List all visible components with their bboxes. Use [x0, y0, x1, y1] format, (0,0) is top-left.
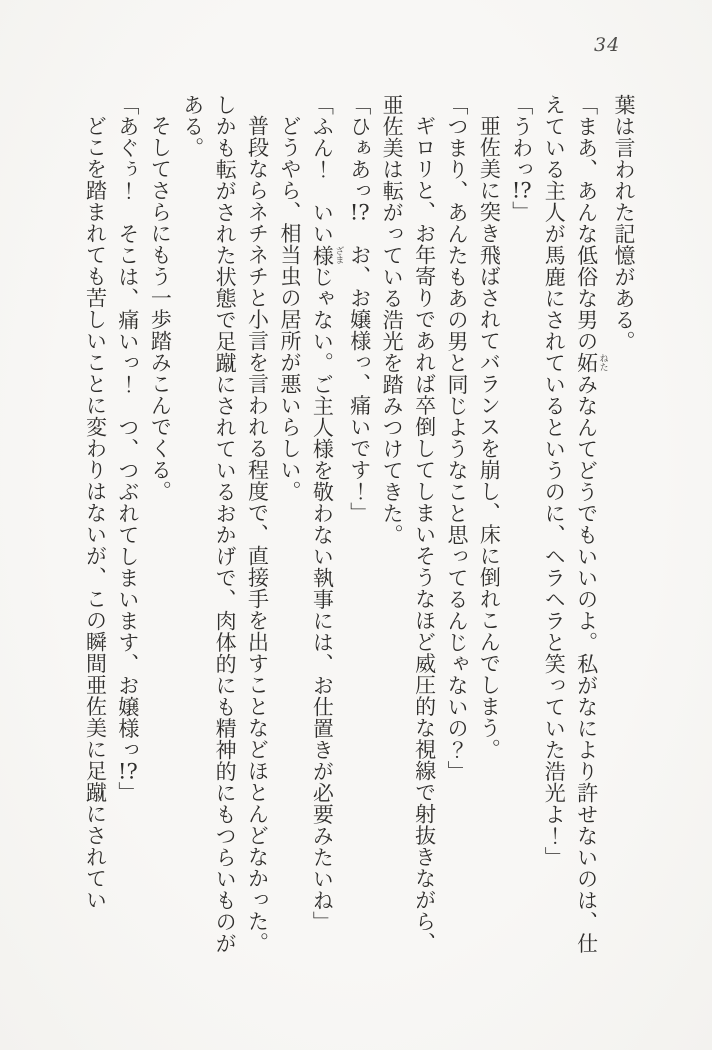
- ruby-annotated-text: 妬 ねた: [574, 352, 608, 374]
- paragraph-dialogue: 「あぐぅ！ そこは、痛いっ！ つ、つぶれてしまいます、お嬢様っ!?」: [115, 94, 140, 803]
- paragraph-narrative: どこを踏まれても苦しいことに変わりはないが、この瞬間亜佐美に足蹴にされてい: [83, 115, 108, 911]
- page-number: 34: [594, 34, 621, 56]
- paragraph-dialogue: 「ひぁあっ!? お、お嬢様っ、痛いです！」: [347, 94, 372, 524]
- paragraph-narrative: 葉は言われた記憶がある。: [612, 94, 636, 352]
- tatechuyoko-mark: !?: [118, 760, 138, 782]
- tatechuyoko-mark: !?: [349, 201, 370, 223]
- paragraph-dialogue: 「うわっ!?」: [509, 94, 534, 223]
- paragraph-dialogue: 「ふん！ いい様 ざまじゃない。ご主人様を敬わない執事には、お仕置きが必要みたいね」: [310, 94, 344, 933]
- paragraph-narrative: ギロリと、お年寄りであれば卒倒してしまいそうなほど威圧的な視線で射抜きながら、亜佐美は転がっている浩光を踏みつけてきた。: [380, 94, 437, 954]
- paragraph-narrative: そしてさらにもう一歩踏みこんでくる。: [148, 115, 173, 502]
- paragraph-narrative: 普段ならネチネチと小言を言われる程度で、直接手を出すことなどほとんどなかった。しかも転がされた状態で足蹴にされているおかげで、肉体的にも精神的にもつらいものがある。: [180, 94, 270, 954]
- ruby-annotated-text: 様 ざま: [310, 244, 344, 266]
- paragraph-narrative: 亜佐美に突き飛ばされてバランスを崩し、床に倒れこんでしまう。: [477, 115, 502, 760]
- text-block: [79, 94, 640, 956]
- paragraph-narrative: どうやら、相当虫の居所が悪いらしい。: [277, 115, 302, 502]
- paragraph-dialogue: 「まあ、あんな低俗な男の妬 ねたみなんてどうでもいいのよ。私がなにより許せないのは、仕えている主人が馬鹿にされているというのに、ヘラヘラと笑っていた浩光よ！」: [542, 94, 608, 954]
- tatechuyoko-mark: !?: [511, 180, 532, 201]
- paragraph-dialogue: 「つまり、あんたもあの男と同じようなこと思ってるんじゃないの？」: [444, 94, 469, 782]
